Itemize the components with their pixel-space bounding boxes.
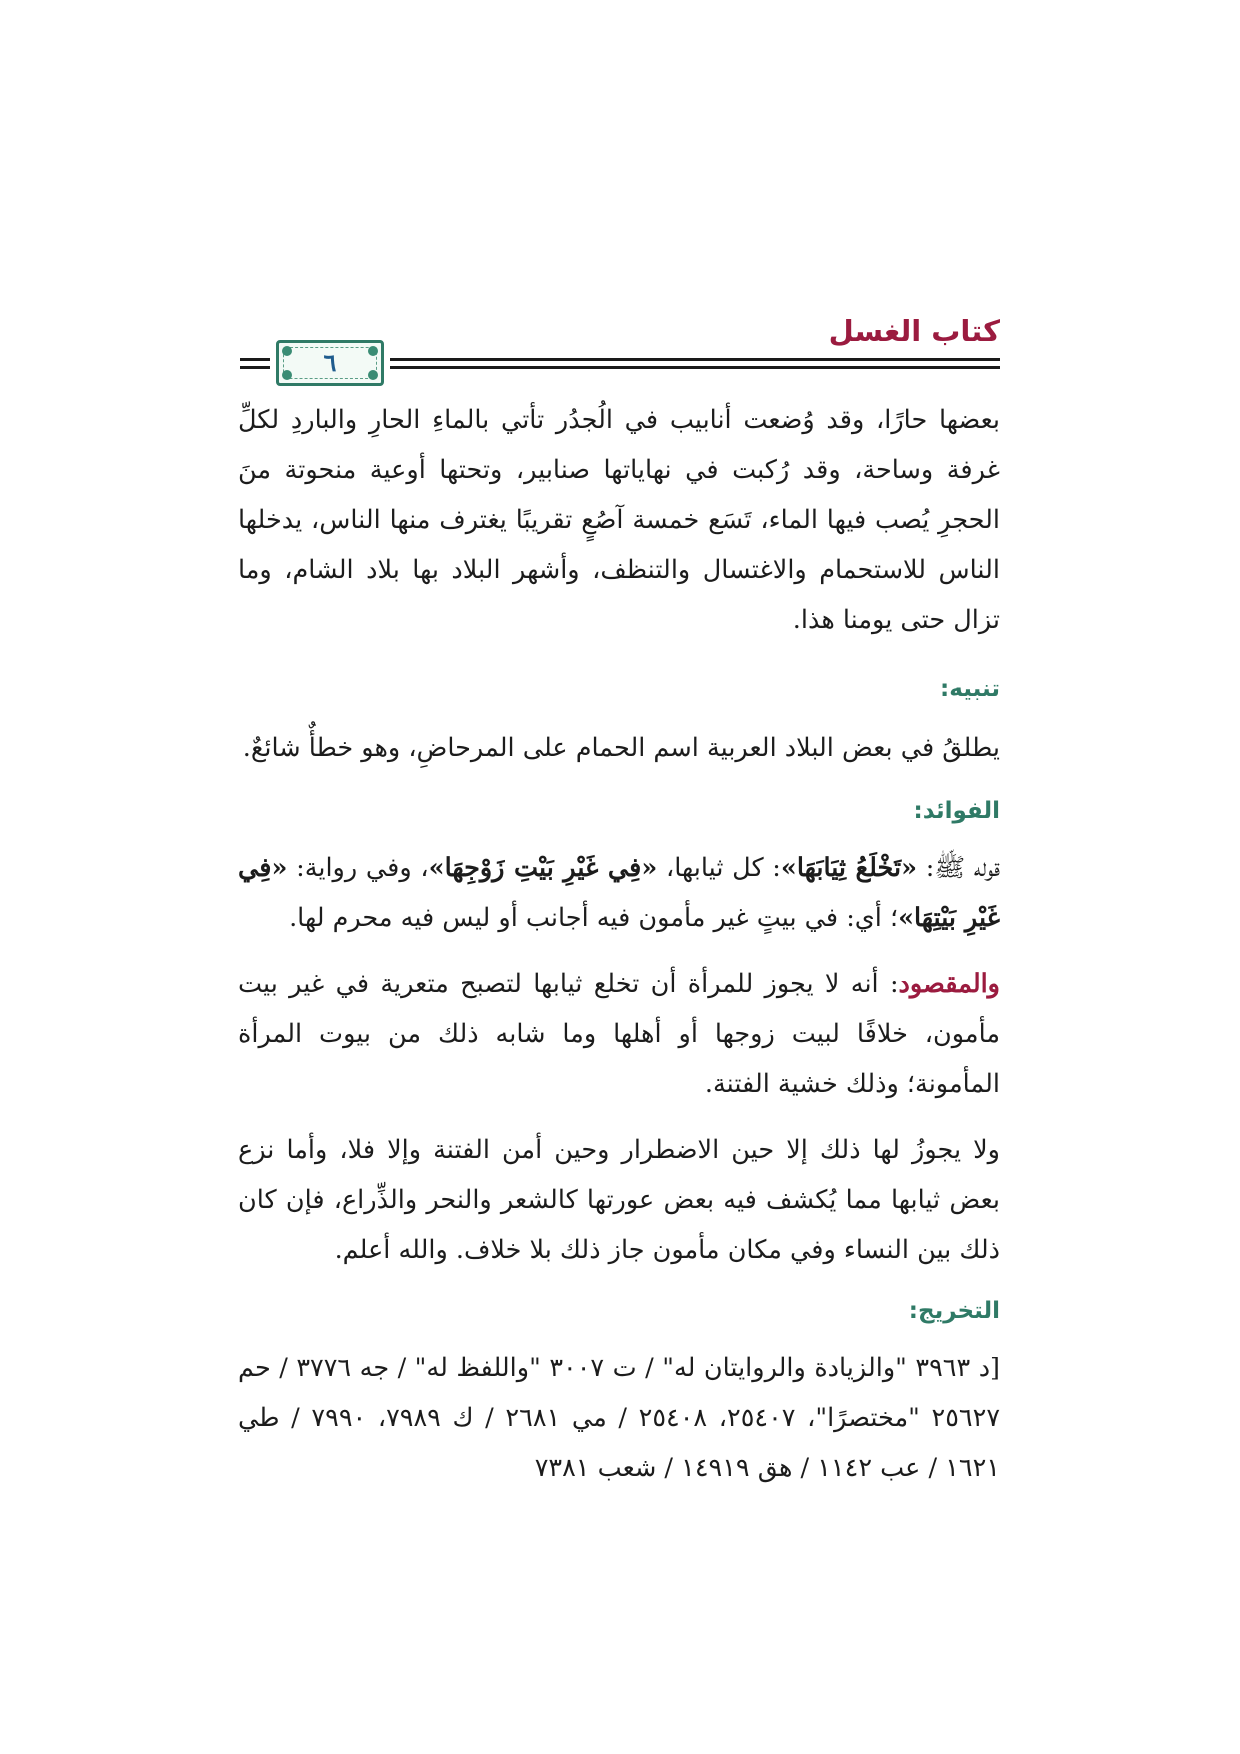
running-title: كتاب الغسل xyxy=(828,314,1000,348)
heading-fawaid: الفوائد: xyxy=(913,798,1000,824)
maqsud-term: والمقصود xyxy=(898,969,1000,999)
header-rule-left-bottom xyxy=(240,366,270,369)
heading-takhrij: التخريج: xyxy=(908,1298,1000,1324)
fawaid-text: : كل ثيابها، xyxy=(657,853,781,883)
paragraph-fawaid xyxy=(238,843,1000,943)
fawaid-text: ؛ أي: في بيتٍ غير مأمون فيه أجانب أو ليس فيه محرم لها. xyxy=(289,903,899,933)
maqsud-text: : أنه لا يجوز للمرأة أن تخلع ثيابها لتصبح متعرية في غير بيت مأمون، خلافًا لبيت زوجها أو أهلها وما شابه ذلك من بيوت المرأة المأمونة؛ وذلك خشية الفتنة. xyxy=(238,969,1000,1099)
fawaid-text: ، وفي رواية: xyxy=(287,853,429,883)
fawaid-lead: قوله ﷺ: xyxy=(917,853,1000,883)
page-body xyxy=(238,395,1000,1493)
page-header xyxy=(240,300,1000,392)
hadith-quote: «فِي غَيْرِ بَيْتِهَا» xyxy=(238,853,1000,933)
paragraph-maqsud xyxy=(238,959,1000,1109)
paragraph-tanbih: يطلقُ في بعض البلاد العربية اسم الحمام على المرحاضِ، وهو خطأٌ شائعٌ. xyxy=(242,733,1000,763)
hadith-quote: «تَخْلَعُ ثِيَابَهَا» xyxy=(780,853,918,883)
page-number: ٦ xyxy=(323,348,337,377)
header-rule-left-top xyxy=(240,358,270,361)
header-rule-bottom xyxy=(390,366,1000,369)
header-rule-top xyxy=(390,358,1000,361)
page-number-badge xyxy=(276,340,384,386)
paragraph-hammam-description: بعضها حارًا، وقد وُضعت أنابيب في الُجدُر تأتي بالماءِ الحارِ والباردِ لكلِّ غرفة وساحة، وقد رُكبت في نهاياتها صنابير، وتحتها أوعية منحوتة منَ الحجرِ يُصب فيها الماء، تَسَع خمسة آصُعٍ تقريبًا يغترف منها الناس، يدخلها الناس للاستحمام والاغتسال والتنظف، وأشهر البلاد بها بلاد الشام، وما تزال حتى يومنا هذا. xyxy=(238,405,1000,635)
hadith-quote: «فِي غَيْرِ بَيْتِ زَوْجِهَا» xyxy=(428,853,658,883)
heading-tanbih: تنبيه: xyxy=(940,676,1000,702)
paragraph-conclusion: ولا يجوزُ لها ذلك إلا حين الاضطرار وحين أمن الفتنة وإلا فلا، وأما نزع بعض ثيابها مما يُكشف فيه بعض عورتها كالشعر والنحر والذِّراع، فإن كان ذلك بين النساء وفي مكان مأمون جاز ذلك بلا خلاف. والله أعلم. xyxy=(238,1135,1000,1265)
paragraph-takhrij: [د ٣٩٦٣ "والزيادة والروايتان له" / ت ٣٠٠٧ "واللفظ له" / جه ٣٧٧٦ / حم ٢٥٦٢٧ "مختصرًا"، ٢٥٤٠٧، ٢٥٤٠٨ / مي ٢٦٨١ / ك ٧٩٨٩، ٧٩٩٠ / طي ١٦٢١ / عب ١١٤٢ / هق ١٤٩١٩ / شعب ٧٣٨١ xyxy=(238,1353,1001,1483)
